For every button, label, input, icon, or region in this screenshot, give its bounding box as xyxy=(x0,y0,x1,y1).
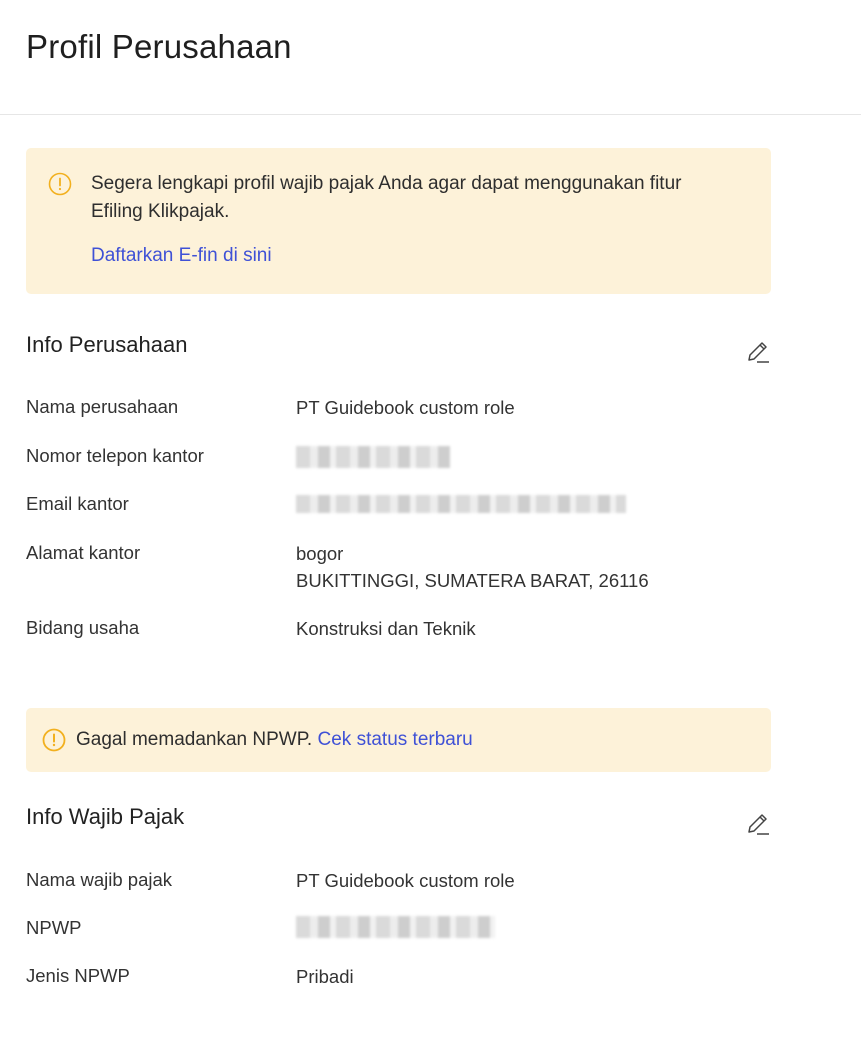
company-info-title: Info Perusahaan xyxy=(26,332,188,357)
tax-info-title: Info Wajib Pajak xyxy=(26,804,185,829)
company-name-value: PT Guidebook custom role xyxy=(296,397,515,418)
taxpayer-name-value: PT Guidebook custom role xyxy=(296,870,515,891)
office-address-label: Alamat kantor xyxy=(26,542,141,563)
profile-warning-alert xyxy=(26,148,771,294)
page-title: Profil Perusahaan xyxy=(26,28,292,65)
office-email-label: Email kantor xyxy=(26,493,129,514)
register-efin-link[interactable]: Daftarkan E-fin di sini xyxy=(91,245,272,266)
business-field-label: Bidang usaha xyxy=(26,617,140,638)
npwp-warning-message: Gagal memadankan NPWP. Cek status terbaru xyxy=(76,729,473,750)
office-address-line2: BUKITTINGGI, SUMATERA BARAT, 26116 xyxy=(296,570,649,591)
npwp-label: NPWP xyxy=(26,917,82,938)
office-phone-label: Nomor telepon kantor xyxy=(26,445,204,466)
npwp-type-label: Jenis NPWP xyxy=(26,965,130,986)
npwp-warning-alert xyxy=(26,708,771,772)
warning-circle-icon xyxy=(48,172,72,196)
company-name-label: Nama perusahaan xyxy=(26,396,179,417)
edit-tax-info-button[interactable] xyxy=(745,811,771,837)
npwp-value-redacted xyxy=(296,916,495,938)
taxpayer-name-label: Nama wajib pajak xyxy=(26,869,173,890)
business-field-value: Konstruksi dan Teknik xyxy=(296,618,476,639)
warning-circle-icon xyxy=(42,728,66,752)
check-status-link[interactable]: Cek status terbaru xyxy=(317,729,473,750)
office-address-line1: bogor xyxy=(296,543,344,564)
edit-company-info-button[interactable] xyxy=(745,339,771,365)
profile-warning-message: Segera lengkapi profil wajib pajak Anda agar dapat menggunakan fitur Efiling Klikpajak. xyxy=(91,173,682,222)
office-phone-value-redacted xyxy=(296,446,450,468)
pencil-icon xyxy=(745,811,771,837)
office-email-value-redacted xyxy=(296,495,626,513)
npwp-type-value: Pribadi xyxy=(296,966,354,987)
page-header xyxy=(0,0,861,115)
pencil-icon xyxy=(745,339,771,365)
